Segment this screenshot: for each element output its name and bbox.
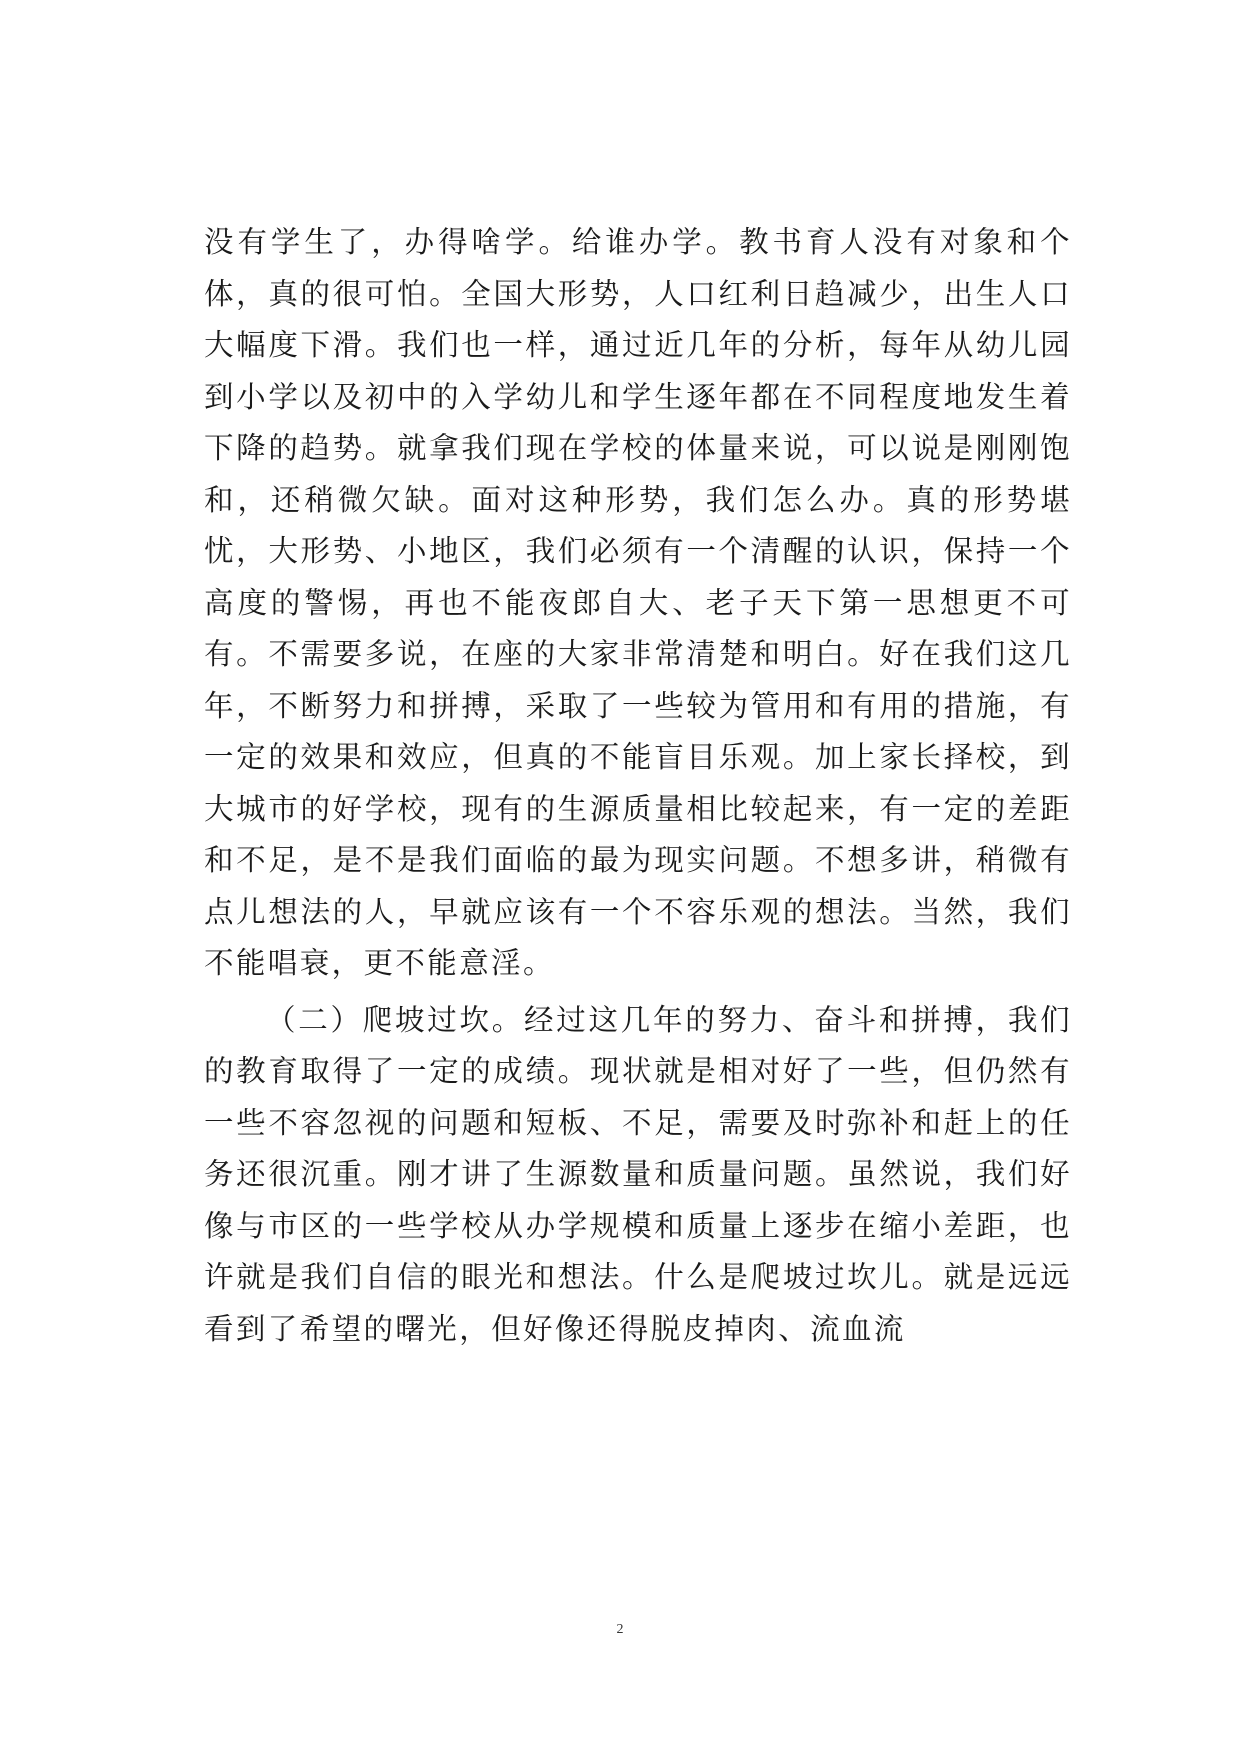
paragraph-student-decline: 没有学生了，办得啥学。给谁办学。教书育人没有对象和个体，真的很可怕。全国大形势，人口红利日趋减少，出生人口大幅度下滑。我们也一样，通过近几年的分析，每年从幼儿园到小学以及初中的入学幼儿和学生逐年都在不同程度地发生着下降的趋势。就拿我们现在学校的体量来说，可以说是刚刚饱和，还稍微欠缺。面对这种形势，我们怎么办。真的形势堪忧，大形势、小地区，我们必须有一个清醒的认识，保持一个高度的警惕，再也不能夜郎自大、老子天下第一思想更不可有。不需要多说，在座的大家非常清楚和明白。好在我们这几年，不断努力和拼搏，采取了一些较为管用和有用的措施，有一定的效果和效应，但真的不能盲目乐观。加上家长择校，到大城市的好学校，现有的生源质量相比较起来，有一定的差距和不足，是不是我们面临的最为现实问题。不想多讲，稍微有点儿想法的人，早就应该有一个不容乐观的想法。当然，我们不能唱衰，更不能意淫。: [204, 225, 1072, 980]
paragraph-climbing-slope: （二）爬坡过坎。经过这几年的努力、奋斗和拼搏，我们的教育取得了一定的成绩。现状就是相对好了一些，但仍然有一些不容忽视的问题和短板、不足，需要及时弥补和赶上的任务还很沉重。刚才讲了生源数量和质量问题。虽然说，我们好像与市区的一些学校从办学规模和质量上逐步在缩小差距，也许就是我们自信的眼光和想法。什么是爬坡过坎儿。就是远远看到了希望的曙光，但好像还得脱皮掉肉、流血流: [204, 1002, 1072, 1346]
page-number: 2: [616, 1622, 624, 1637]
body-text: [204, 217, 1072, 1355]
